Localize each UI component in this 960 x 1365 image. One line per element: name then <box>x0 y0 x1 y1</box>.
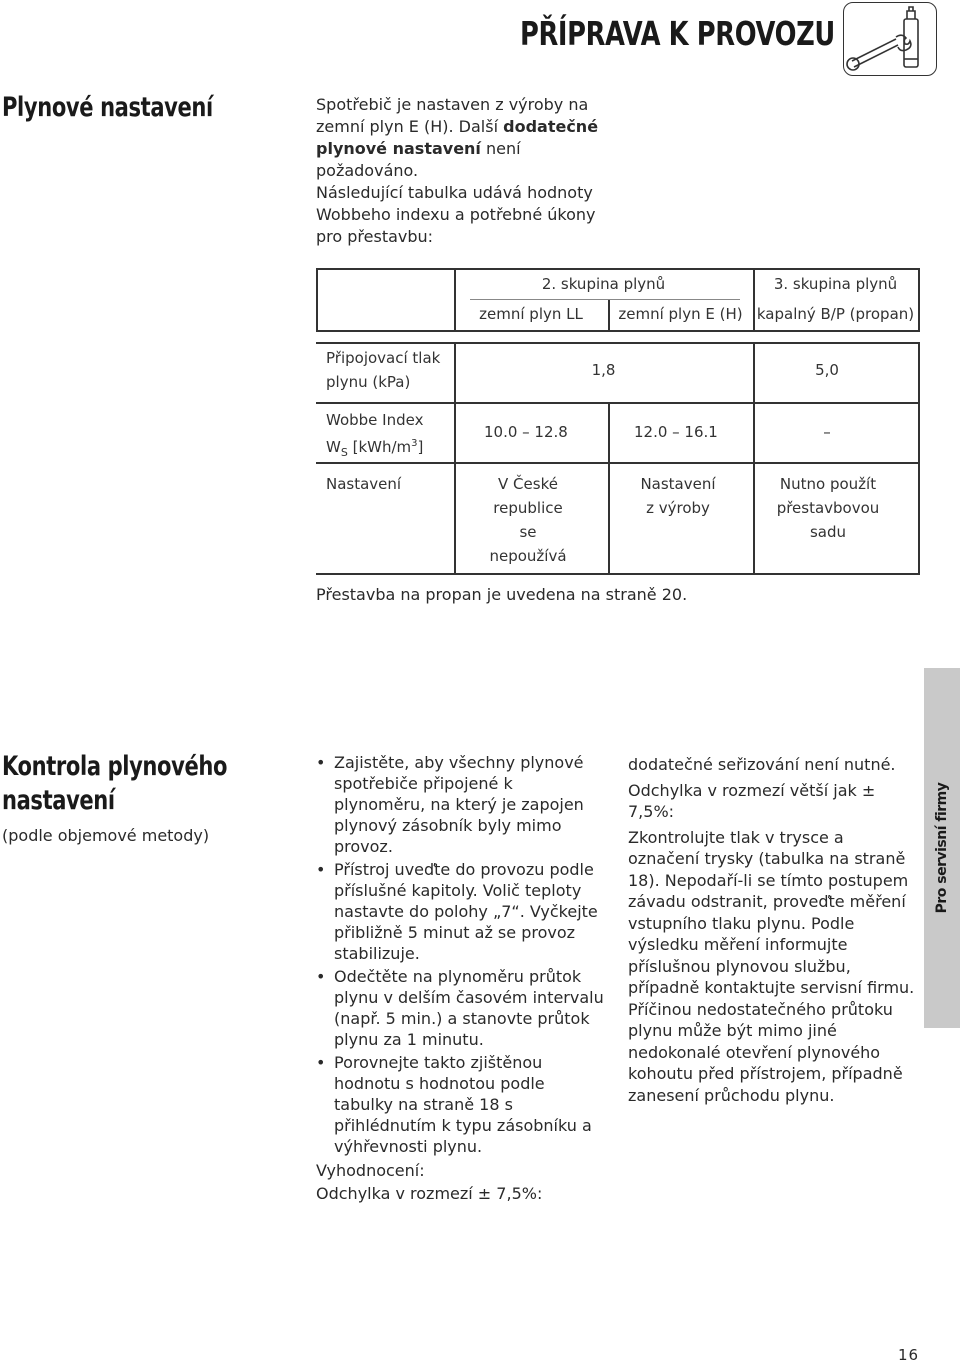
header-lpg: kapalný B/P (propan) <box>756 305 915 323</box>
instructions-column-2: dodatečné seřizování není nutné. Odchylka v rozmezí větší jak ± 7,5%: Zkontrolujte tlak v trysce a označení trysky (tabulka na straně 18). Nepodaří-li se tímto postupem závadu odstranit, proveďte měření vstupního tlaku plynu. Podle výsledku měření informujte příslušnou plynovou službu, případně kontaktujte servisní firmu. Příčinou nedostatečného průtoku plynu může být mimo jiné nedokonalé otevření plynového kohoutu před přístrojem, případně zanesení průchodu plynu. <box>628 755 915 1105</box>
list-item: • Odečtěte na plynoměru průtok plynu v delším časovém intervalu (např. 5 min.) a stanovte průtok plynu za 1 minutu. <box>316 967 604 1049</box>
page-header-title: PŘÍPRAVA K PROVOZU <box>520 14 835 53</box>
row-label-wobbe: Wobbe Index $W_S$ $[kWh/m^3]$ <box>326 411 424 459</box>
instructions-column-1 <box>316 752 608 1205</box>
header-gas-group-3: 3. skupina plynů <box>773 275 898 293</box>
cell-setting-lpg: Nutno použít přestavbovou sadu <box>776 475 880 541</box>
page-number: 16 <box>898 1346 920 1364</box>
intro-text: Spotřebič je nastaven z výroby na zemní plyn E (H). Další dodatečné plynové nastavení není požadováno. Následující tabulka udává hodnoty Wobbeho indexu a potřebné úkony pro přestavbu: <box>316 95 599 246</box>
header-natural-gas-e: zemní plyn E (H) <box>618 305 743 323</box>
row-label-setting: Nastavení <box>326 475 402 493</box>
list-item: • Přístroj uveďte do provozu podle příslušné kapitoly. Volič teploty nastavte do polohy „7“. Vyčkejte přibližně 5 minut až se provoz stabilizuje. <box>316 860 598 963</box>
list-item: • Porovnejte takto zjištěnou hodnotu s hodnotou podle tabulky na straně 18 s přihlédnutím k typu zásobníku a výhřevnosti plynu. <box>316 1053 592 1156</box>
evaluation-line: Odchylka v rozmezí ± 7,5%: <box>316 1184 543 1203</box>
cell-pressure-group3: 5,0 <box>815 361 839 379</box>
cell-wobbe-lpg: – <box>823 423 831 441</box>
evaluation-label: Vyhodnocení: <box>316 1161 425 1180</box>
cell-wobbe-e: 12.0 – 16.1 <box>634 423 718 441</box>
cell-pressure-group2: 1,8 <box>591 361 616 379</box>
row-label-pressure: Připojovací tlak plynu (kPa) <box>326 349 441 391</box>
side-tab <box>924 668 960 1028</box>
instruction-list <box>316 752 608 1157</box>
side-tab-label: Pro servisní firmy <box>934 782 950 914</box>
conversion-note: Přestavba na propan je uvedena na straně 20. <box>316 585 688 604</box>
cell-setting-e: Nastavení z výroby <box>640 475 716 517</box>
section-heading-gas-setting: Plynové nastavení <box>2 92 213 123</box>
list-item: • Zajistěte, aby všechny plynové spotřebiče připojené k plynoměru, na který je zapojen plynový zásobník byly mimo provoz. <box>316 753 584 856</box>
header-natural-gas-ll: zemní plyn LL <box>479 305 583 323</box>
cell-setting-ll: V České republice se nepoužívá <box>489 475 567 565</box>
wrench-and-cartridge-icon <box>843 2 937 76</box>
cell-wobbe-ll: 10.0 – 12.8 <box>484 423 568 441</box>
section-heading-gas-check: Kontrola plynového nastavení <box>2 751 228 816</box>
header-gas-group-2: 2. skupina plynů <box>541 275 666 293</box>
section-subheading: (podle objemové metody) <box>2 826 210 845</box>
